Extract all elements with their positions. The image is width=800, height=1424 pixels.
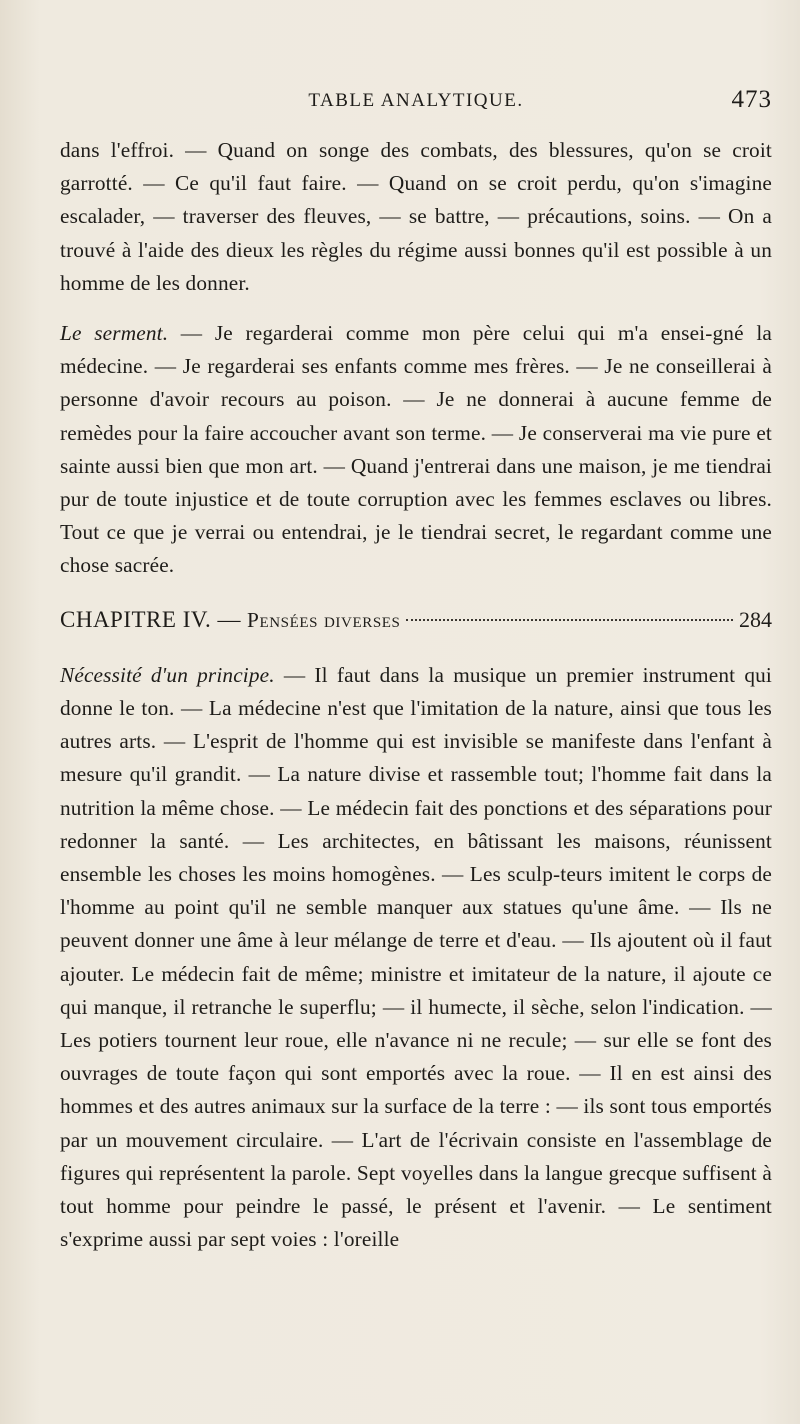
paragraph-text: dans l'effroi. — Quand on songe des combats, des blessures, qu'on se croit garrotté. — Ce qu'il faut faire. — Quand on se croit perdu, qu'on s'imagine escalader, — traverser des fleuves, — se battre, — précautions, soins. — On a trouvé à l'aide des dieux les règles du régime aussi bonnes qu'il est possible à un homme de les donner. — [60, 138, 772, 295]
paragraph-serment — [60, 317, 772, 583]
page-number: 473 — [731, 86, 772, 113]
paragraph-lead: Le serment. — [60, 321, 169, 346]
running-title: TABLE ANALYTIQUE. — [308, 90, 524, 111]
chapter-gap — [60, 583, 772, 603]
paragraph-text: — Je regarderai comme mon père celui qui m'a ensei-gné la médecine. — Je regarderai ses enfants comme mes frères. — Je ne conseillerai à personne d'avoir recours au poison. — Je ne donnerai à aucune femme de remèdes pour la faire accoucher avant son terme. — Je conserverai ma vie pure et sainte aussi bien que mon art. — Quand j'entrerai dans une maison, je me tiendrai pur de toute injustice et de toute corruption avec les femmes esclaves ou libres. Tout ce que je verrai ou entendrai, je le tiendrai secret, le regardant comme une chose sacrée. — [60, 321, 772, 578]
dot-leader — [406, 619, 733, 621]
paragraph-lead: Nécessité d'un principe. — [60, 662, 275, 687]
paragraph-necessite — [60, 659, 772, 1257]
chapter-gap — [60, 637, 772, 659]
chapter-page-number: 284 — [739, 606, 772, 632]
chapter-heading — [60, 603, 772, 637]
paragraph-continued — [60, 134, 772, 300]
paragraph-text: — Il faut dans la musique un premier instrument qui donne le ton. — La médecine n'est que l'imitation de la nature, ainsi que tous les autres arts. — L'esprit de l'homme qui est invisible se manifeste dans l'enfant à mesure qu'il grandit. — La nature divise et rassemble tout; l'homme fait dans la nutrition la même chose. — Le médecin fait des ponctions et des séparations pour redonner la santé. — Les architectes, en bâtissant les maisons, réunissent ensemble les choses les moins homogènes. — Les sculp-teurs imitent le corps de l'homme au point qu'il ne semble manquer aux statues qu'une âme. — Ils ne peuvent donner une âme à leur mélange de terre et d'eau. — Ils ajoutent où il faut ajouter. Le médecin fait de même; ministre et imitateur de la nature, il ajoute ce qui manque, il retranche le superflu; — il humecte, il sèche, selon l'indication. — Les potiers tournent leur roue, elle n'avance ni ne recule; — sur elle se font des ouvrages de toute façon qui sont emportés avec la roue. — Il en est ainsi des hommes et des autres animaux sur la surface de la terre : — ils sont tous emportés par un mouvement circulaire. — L'art de l'écrivain consiste en l'assemblage de figures qui représentent la parole. Sept voyelles dans la langue grecque suffisent à tout homme pour peindre le passé, le présent et l'avenir. — Le sentiment s'exprime aussi par sept voies : l'oreille — [60, 662, 772, 1252]
running-head — [60, 86, 772, 120]
text-block — [60, 134, 772, 1257]
chapter-subtitle: Pensées diverses — [247, 607, 401, 632]
paragraph-gap — [60, 300, 772, 317]
chapter-label: CHAPITRE IV. — — [60, 606, 242, 632]
